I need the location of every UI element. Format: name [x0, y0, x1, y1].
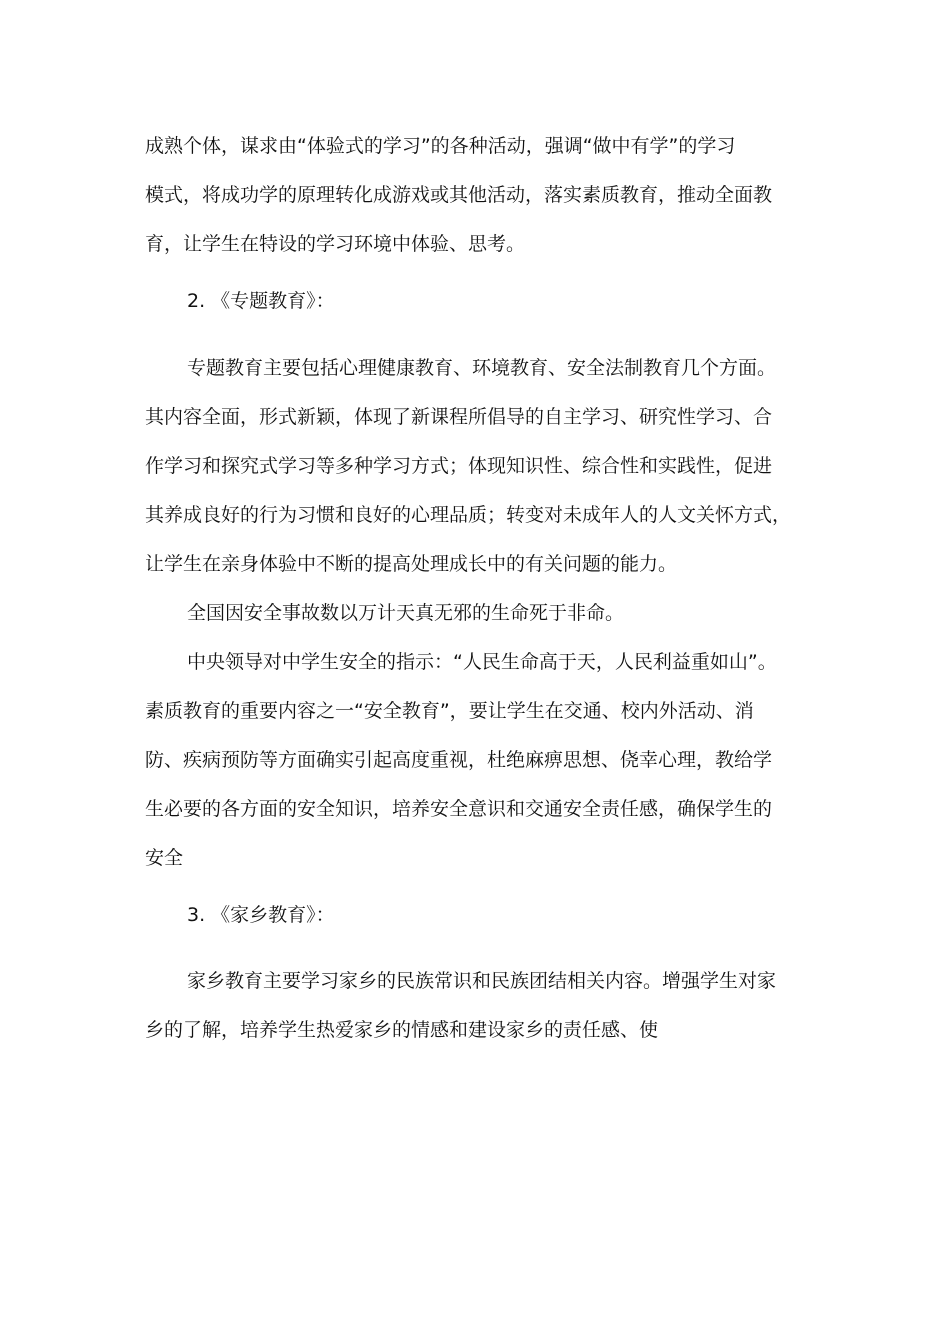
section-heading-special-education: 2. 《专题教育》：: [187, 290, 335, 312]
text-line: 素质教育的重要内容之一“安全教育”，要让学生在交通、校内外活动、消: [145, 700, 754, 722]
text-line: 安全: [145, 847, 184, 869]
text-line: 模式，将成功学的原理转化成游戏或其他活动，落实素质教育，推动全面教: [145, 184, 773, 206]
text-line: 育，让学生在特设的学习环境中体验、思考。: [145, 233, 526, 255]
text-line: 家乡教育主要学习家乡的民族常识和民族团结相关内容。增强学生对家: [187, 970, 777, 992]
text-line: 中央领导对中学生安全的指示：“人民生命高于天，人民利益重如山”。: [187, 651, 777, 673]
text-line: 成熟个体，谋求由“体验式的学习”的各种活动，强调“做中有学”的学习: [145, 135, 736, 157]
text-line: 全国因安全事故数以万计天真无邪的生命死于非命。: [187, 602, 625, 624]
text-line: 其内容全面，形式新颖，体现了新课程所倡导的自主学习、研究性学习、合: [145, 406, 773, 428]
text-line: 其养成良好的行为习惯和良好的心理品质；转变对未成年人的人文关怀方式，: [145, 504, 792, 526]
text-line: 专题教育主要包括心理健康教育、环境教育、安全法制教育几个方面。: [187, 357, 777, 379]
section-heading-hometown-education: 3. 《家乡教育》：: [187, 904, 335, 926]
text-line: 让学生在亲身体验中不断的提高处理成长中的有关问题的能力。: [145, 553, 678, 575]
text-line: 乡的了解，培养学生热爱家乡的情感和建设家乡的责任感、使: [145, 1019, 659, 1041]
text-line: 生必要的各方面的安全知识，培养安全意识和交通安全责任感，确保学生的: [145, 798, 773, 820]
text-line: 作学习和探究式学习等多种学习方式；体现知识性、综合性和实践性，促进: [145, 455, 773, 477]
text-line: 防、疾病预防等方面确实引起高度重视，杜绝麻痹思想、侥幸心理，教给学: [145, 749, 773, 771]
